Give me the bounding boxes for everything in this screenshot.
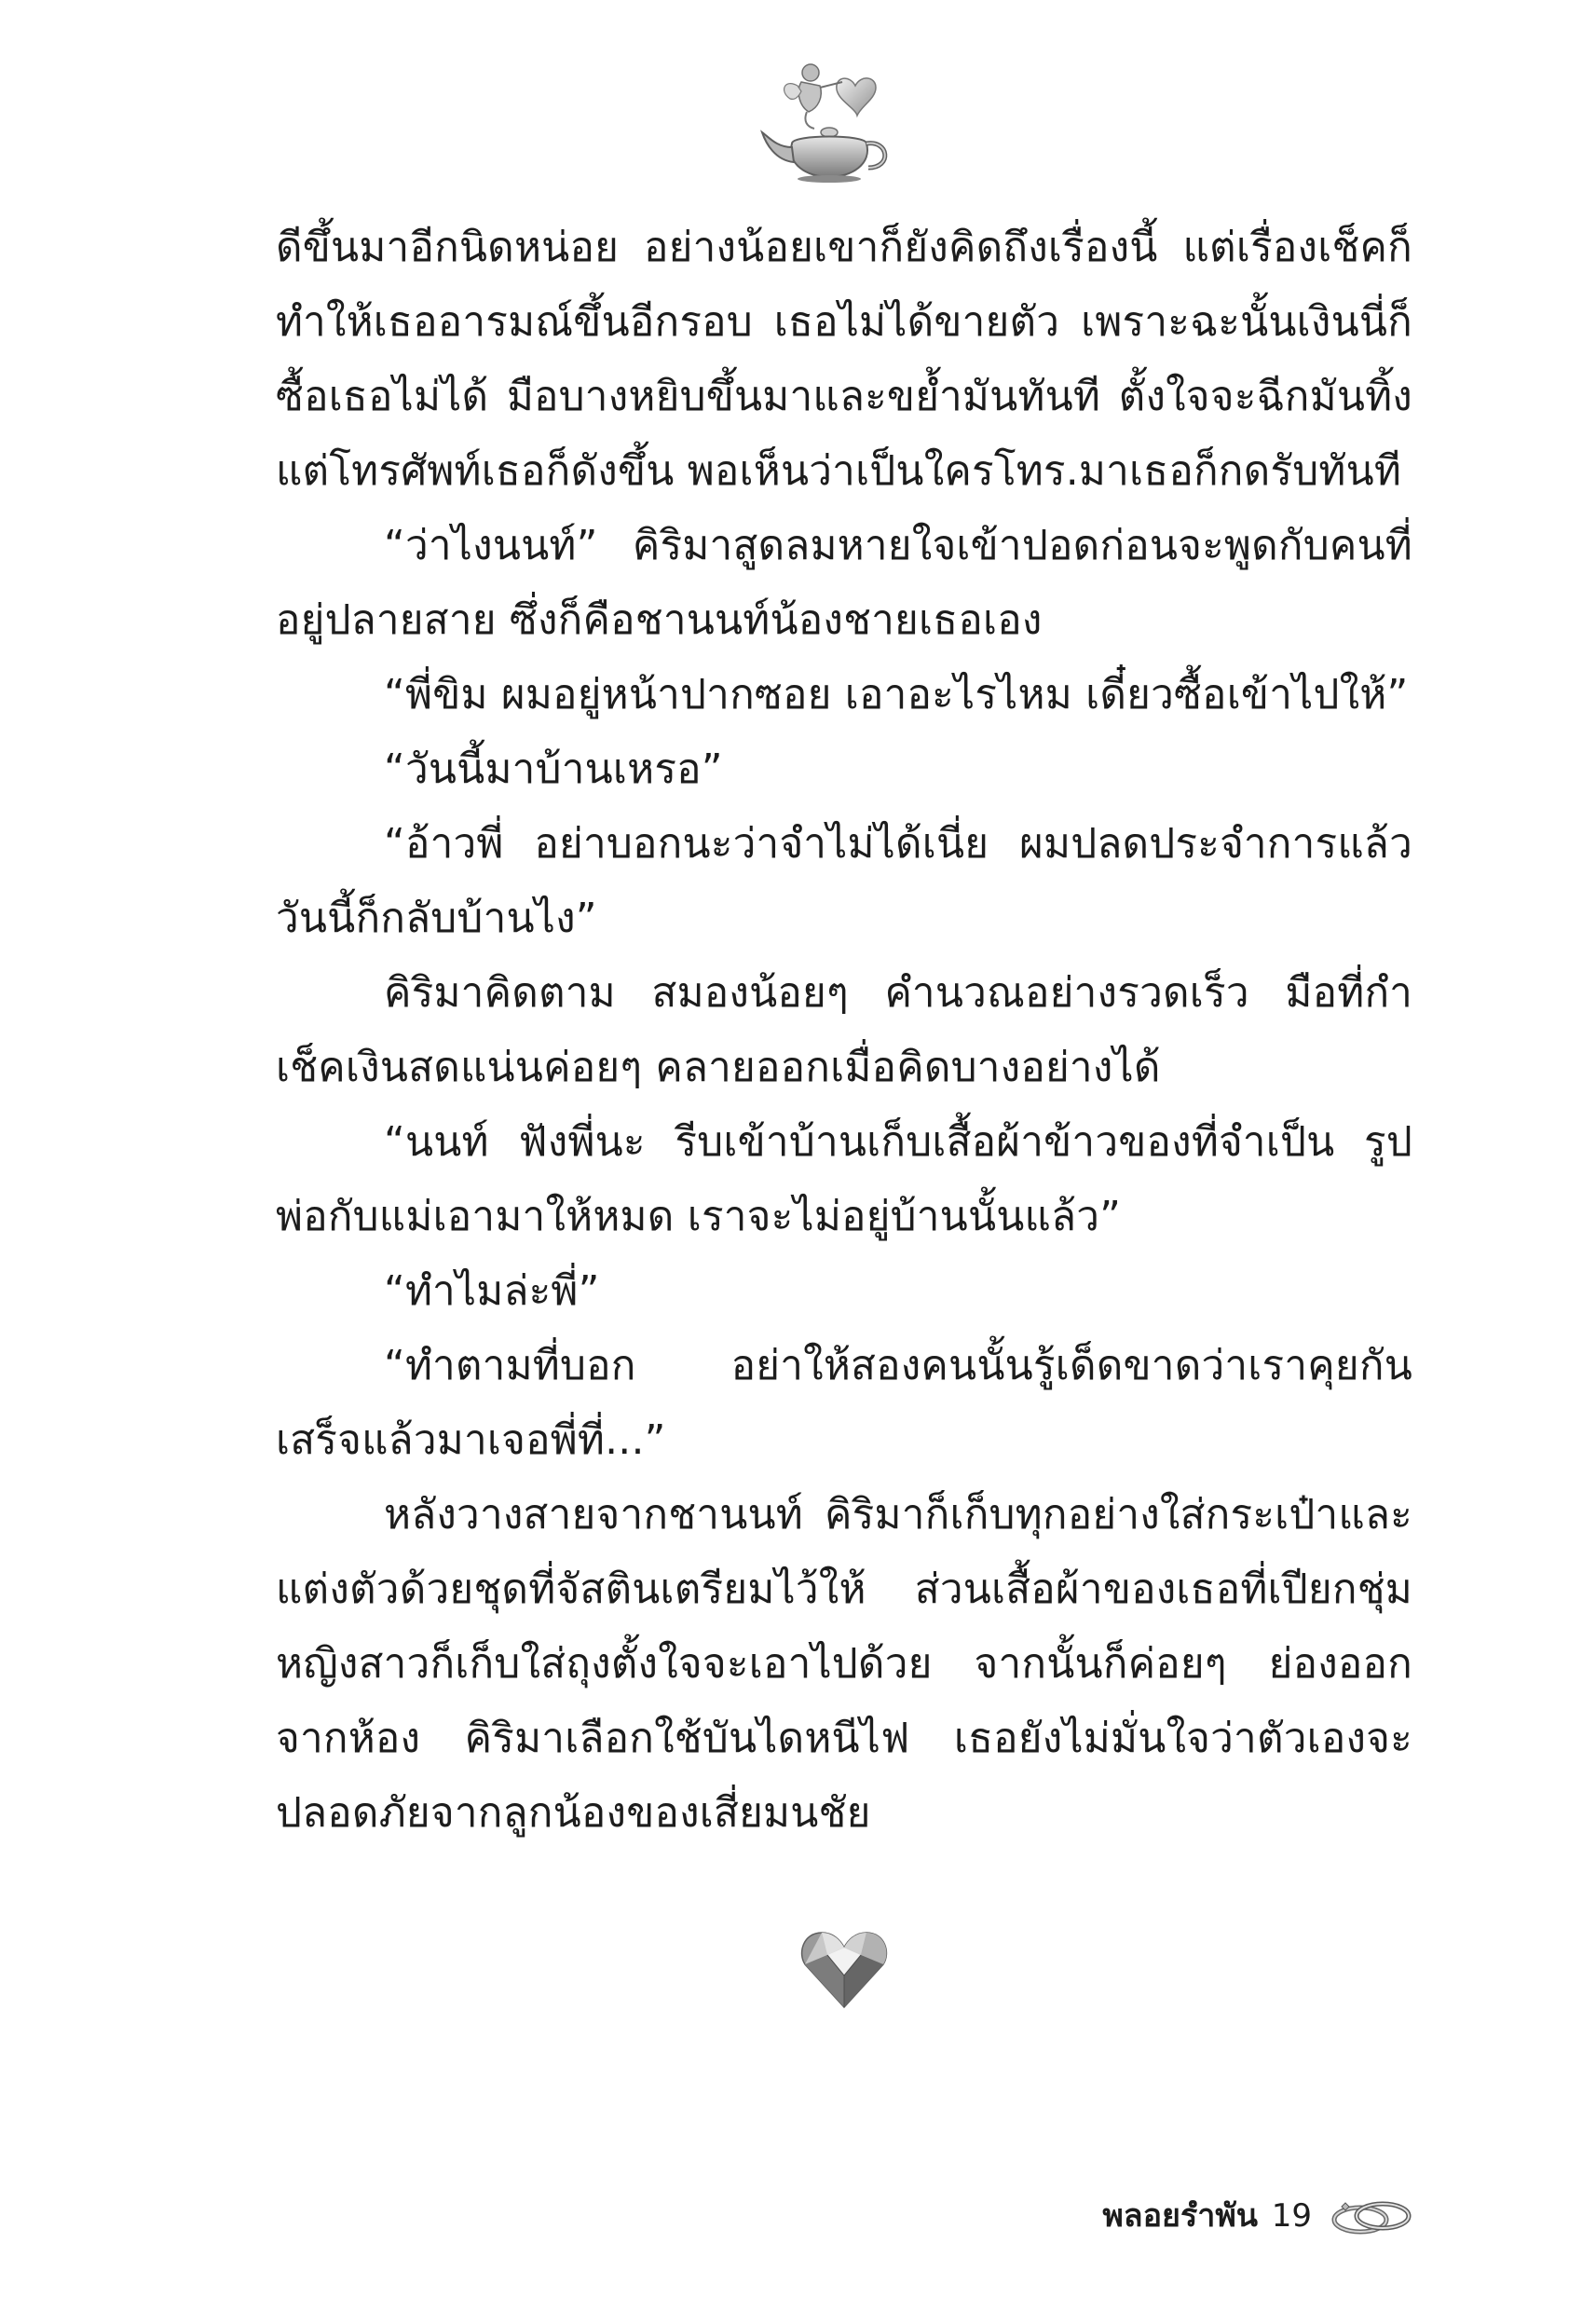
paragraph: “ว่าไงนนท์” คิริมาสูดลมหายใจเข้าปอดก่อนจะพูดกับคนที่อยู่ปลายสาย ซึ่งก็คือชานนท์น้องชายเธอเอง xyxy=(276,522,1412,644)
wedding-rings-icon xyxy=(1329,2194,1414,2240)
paragraph: “วันนี้มาบ้านเหรอ” xyxy=(384,745,723,793)
faceted-heart-icon xyxy=(799,1927,889,2009)
body-text xyxy=(276,211,1412,1851)
paragraph: หลังวางสายจากชานนท์ คิริมาก็เก็บทุกอย่างใส่กระเป๋าและแต่งตัวด้วยชุดที่จัสตินเตรียมไว้ให้ ส่วนเสื้อผ้าของเธอที่เปียกชุ่ม หญิงสาวก็เก็บใส่ถุงตั้งใจจะเอาไปด้วย จากนั้นก็ค่อยๆ ย่องออกจากห้อง คิริมาเลือกใช้บันไดหนีไฟ เธอยังไม่มั่นใจว่าตัวเองจะปลอดภัยจากลูกน้องของเสี่ยมนชัย xyxy=(276,1491,1412,1837)
book-title: พลอยรำพัน xyxy=(1102,2197,1258,2235)
paragraph: “ทำตามที่บอก อย่าให้สองคนนั้นรู้เด็ดขาดว่าเราคุยกัน เสร็จแล้วมาเจอพี่ที่...” xyxy=(276,1342,1412,1464)
paragraph: “ทำไมล่ะพี่” xyxy=(384,1267,600,1315)
paragraph: “อ้าวพี่ อย่าบอกนะว่าจำไม่ได้เนี่ย ผมปลดประจำการแล้ว วันนี้ก็กลับบ้านไง” xyxy=(276,820,1412,942)
paragraph: “นนท์ ฟังพี่นะ รีบเข้าบ้านเก็บเสื้อผ้าข้าวของที่จำเป็น รูปพ่อกับแม่เอามาให้หมด เราจะไม่อยู่บ้านนั้นแล้ว” xyxy=(276,1118,1412,1240)
paragraph: คิริมาคิดตาม สมองน้อยๆ คำนวณอย่างรวดเร็ว มือที่กำเช็คเงินสดแน่นค่อยๆ คลายออกเมื่อคิดบางอย่างได้ xyxy=(276,969,1412,1091)
paragraph: “พี่ขิม ผมอยู่หน้าปากซอย เอาอะไรไหม เดี๋ยวซื้อเข้าไปให้” xyxy=(384,671,1409,718)
paragraph: ดีขึ้นมาอีกนิดหน่อย อย่างน้อยเขาก็ยังคิดถึงเรื่องนี้ แต่เรื่องเช็คก็ทำให้เธออารมณ์ขึ้นอีกรอบ เธอไม่ได้ขายตัว เพราะฉะนั้นเงินนี่ก็ซื้อเธอไม่ได้ มือบางหยิบขึ้นมาและขย้ำมันทันที ตั้งใจจะฉีกมันทิ้งแต่โทรศัพท์เธอก็ดังขึ้น พอเห็นว่าเป็นใครโทร.มาเธอก็กดรับทันที xyxy=(276,224,1412,495)
page-footer xyxy=(1034,2188,1425,2244)
page-number: 19 xyxy=(1271,2197,1312,2235)
cupid-teapot-icon xyxy=(753,54,911,185)
